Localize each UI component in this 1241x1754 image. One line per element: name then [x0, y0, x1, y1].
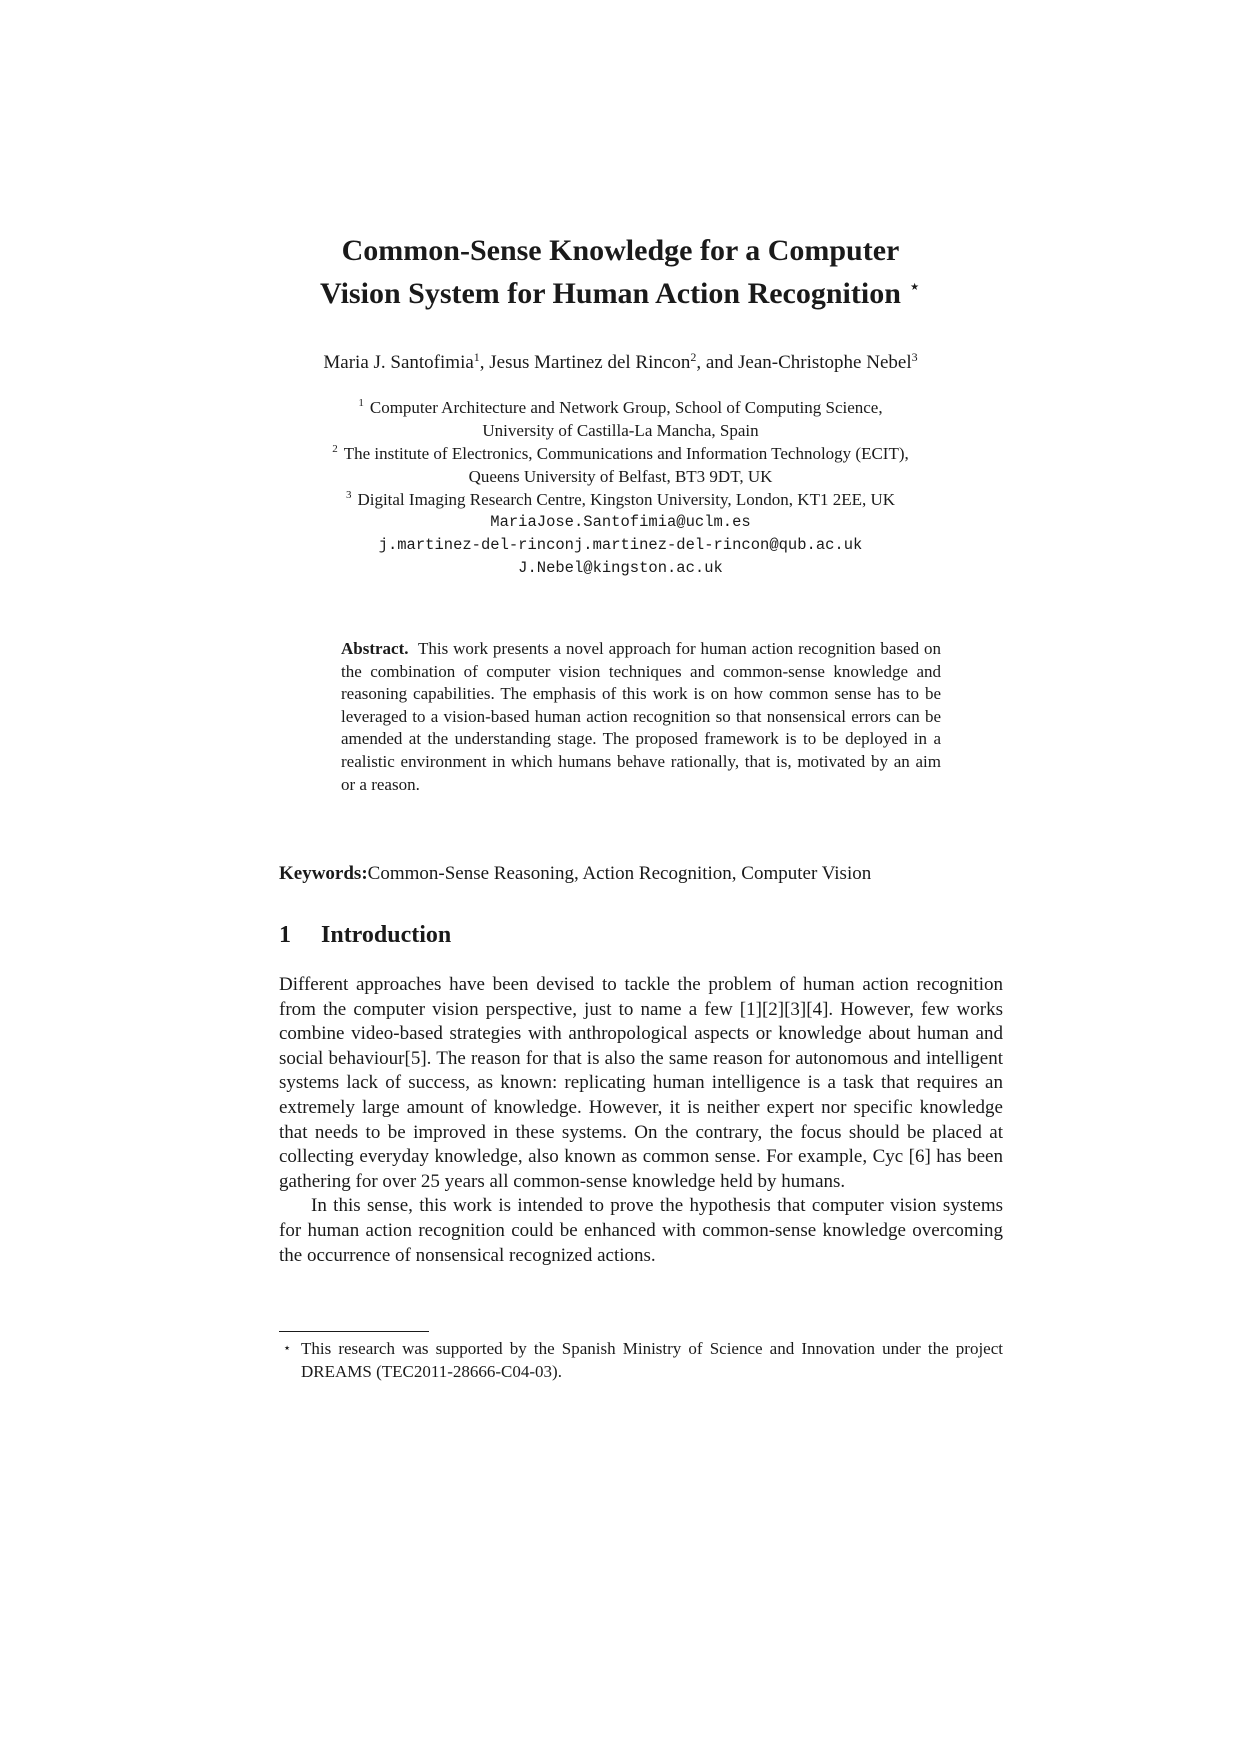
title-line-1: Common-Sense Knowledge for a Computer	[341, 234, 900, 267]
footnote	[279, 1338, 1003, 1383]
footnote-rule	[279, 1331, 429, 1332]
section-body	[279, 973, 1003, 1268]
abstract-label: Abstract.	[341, 639, 409, 658]
affiliation-1-line-1	[200, 396, 1041, 419]
paragraph: In this sense, this work is intended to prove the hypothesis that computer vision systems for human action recognition could be enhanced with common-sense knowledge overcoming the occurrence of nonsensical recognized actions.	[279, 1195, 1003, 1266]
affiliation-1-line-2: University of Castilla-La Mancha, Spain	[482, 421, 759, 440]
author-list	[200, 351, 1041, 375]
author-affil-mark: 3	[911, 350, 918, 364]
affiliation-number: 3	[345, 489, 352, 501]
paper-title	[200, 232, 1041, 312]
abstract	[341, 638, 941, 796]
email-link[interactable]: MariaJose.Santofimia@uclm.es	[490, 513, 751, 531]
title-line-2	[200, 269, 1041, 312]
affiliation-number: 2	[332, 443, 338, 455]
section-number: 1	[279, 922, 291, 948]
author-name: Jean-Christophe Nebel	[738, 352, 912, 373]
title-footnote-mark: ⋆	[908, 276, 921, 298]
keywords	[279, 862, 1003, 886]
author-name: Jesus Martinez del Rincon	[489, 352, 691, 373]
affiliation-2-line-1	[200, 442, 1041, 465]
author-affil-mark: 2	[690, 350, 697, 364]
email-link[interactable]: j.martinez-del-rinconj.martinez-del-rincon@qub.ac.uk	[378, 536, 863, 554]
affiliation-3-line-1	[200, 488, 1041, 511]
author-name: Maria J. Santofimia	[323, 352, 474, 373]
abstract-text: This work presents a novel approach for human action recognition based on the combination of computer vision techniques and common-sense knowledge and reasoning capabilities. The emphasis of this work is on how common sense has to be leveraged to a vision-based human action recognition so that nonsensical errors can be amended at the understanding stage. The proposed framework is to be deployed in a realistic environment in which humans behave rationally, that is, motivated by an aim or a reason.	[341, 639, 941, 794]
affiliation-list	[200, 396, 1041, 580]
email-link[interactable]: J.Nebel@kingston.ac.uk	[518, 559, 723, 577]
paragraph: Different approaches have been devised to tackle the problem of human action recognition from the computer vision perspective, just to name a few [1][2][3][4]. However, few works combine video-based strategies with anthropological aspects or knowledge about human and social behaviour[5]. The reason for that is also the same reason for autonomous and intelligent systems lack of success, as known: replicating human intelligence is a task that requires an extremely large amount of knowledge. However, it is neither expert nor specific knowledge that needs to be improved in these systems. On the contrary, the focus should be placed at collecting everyday knowledge, also known as common sense. For example, Cyc [6] has been gathering for over 25 years all common-sense knowledge held by humans.	[279, 974, 1003, 1192]
author-affil-mark: 1	[473, 350, 480, 364]
affiliation-2-line-2: Queens University of Belfast, BT3 9DT, UK	[468, 467, 773, 486]
author-separator: , and	[696, 352, 739, 373]
footnote-text: This research was supported by the Spanish Ministry of Science and Innovation under the project DREAMS (TEC2011-28666-C04-03).	[301, 1339, 1003, 1381]
author-separator: ,	[479, 352, 490, 373]
keywords-text: Common-Sense Reasoning, Action Recognition, Computer Vision	[367, 863, 872, 884]
affiliation-text: The institute of Electronics, Communications and Information Technology (ECIT),	[343, 444, 909, 463]
footnote-mark: ⋆	[283, 1340, 292, 1355]
affiliation-text: Digital Imaging Research Centre, Kingston University, London, KT1 2EE, UK	[357, 490, 896, 509]
title-line-2-text: Vision System for Human Action Recognition	[320, 277, 901, 310]
keywords-label: Keywords:	[279, 863, 368, 884]
affiliation-text: Computer Architecture and Network Group, School of Computing Science,	[369, 398, 883, 417]
section-heading	[279, 920, 1003, 950]
affiliation-number: 1	[358, 397, 364, 409]
section-title: Introduction	[321, 922, 452, 948]
